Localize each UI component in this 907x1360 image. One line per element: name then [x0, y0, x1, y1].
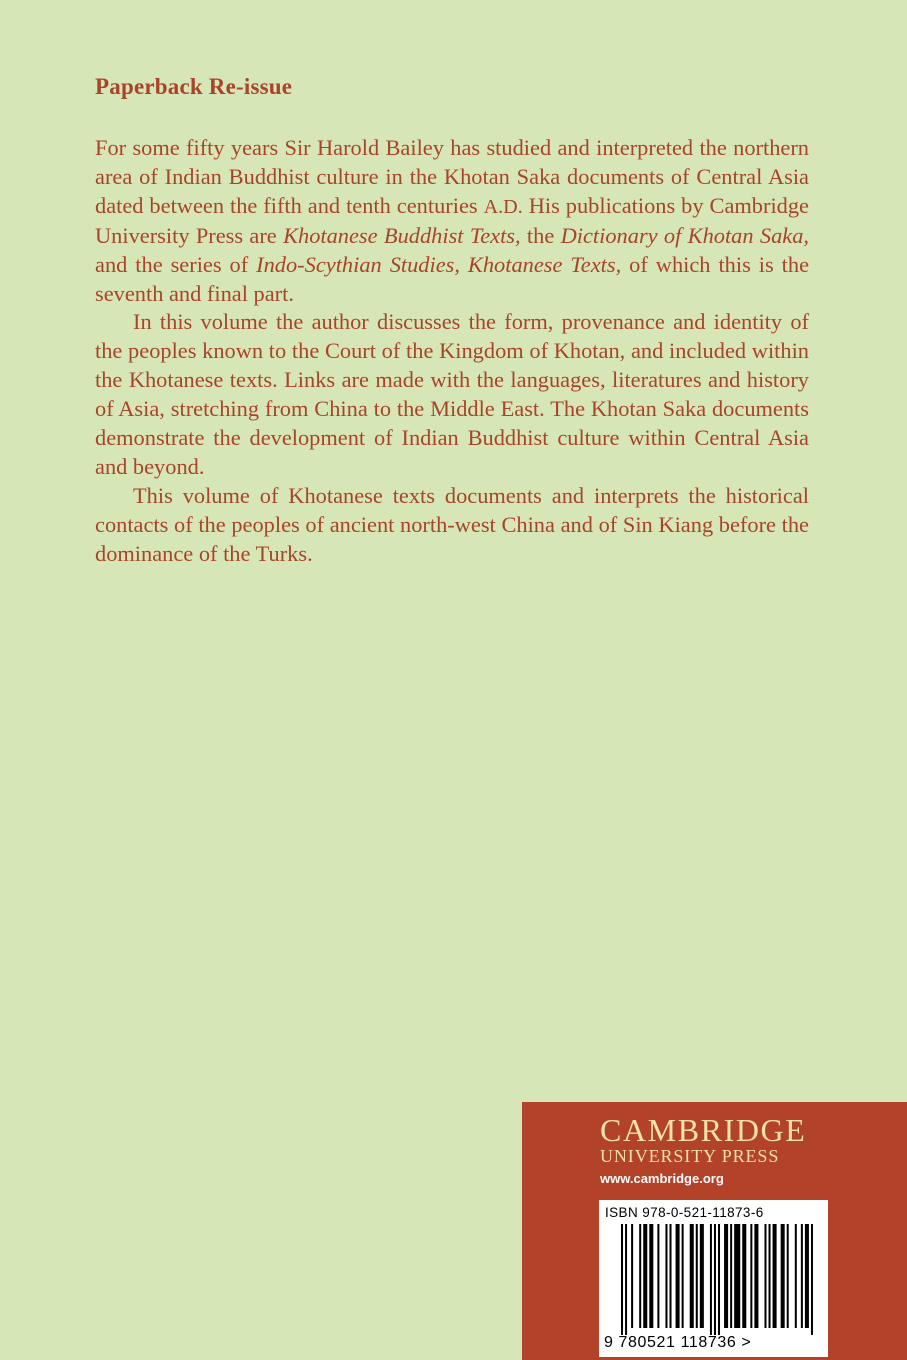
- publisher-logo-subtitle: UNIVERSITY PRESS: [600, 1146, 780, 1166]
- blurb-text: the: [520, 222, 561, 248]
- isbn-label: ISBN 978-0-521-11873-6: [605, 1205, 764, 1220]
- back-cover-blurb: [95, 134, 809, 569]
- blurb-paragraph-3: This volume of Khotanese texts documents and interprets the historical contacts of the peoples of ancient north-west China and of Sin Kiang before the dominance of the Turks.: [95, 482, 809, 566]
- blurb-text: and the series of: [95, 251, 257, 277]
- blurb-text: For some fifty years Sir Harold Bailey has studied and interpreted the northern area of Indian Buddhist culture in the Khotan Saka documents of Central Asia dated between the fifth and tenth centuries: [95, 135, 809, 218]
- series-title: Indo-Scythian Studies, Khotanese Texts,: [256, 251, 622, 277]
- blurb-text: of which this is the seventh and final part.: [95, 251, 810, 306]
- publisher-logo-name: CAMBRIDGE: [600, 1112, 807, 1148]
- publisher-url: www.cambridge.org: [600, 1171, 724, 1186]
- barcode-panel: [599, 1200, 828, 1357]
- book-title: Dictionary of Khotan Saka,: [560, 222, 809, 248]
- barcode-icon: [621, 1224, 815, 1335]
- barcode-digits: 9 780521 118736 >: [604, 1334, 752, 1351]
- section-heading: Paperback Re-issue: [95, 74, 293, 99]
- blurb-text: His publications by Cambridge University Press are: [95, 192, 809, 248]
- era-abbreviation: A.D.: [483, 195, 523, 218]
- blurb-paragraph-2: In this volume the author discusses the form, provenance and identity of the peoples known to the Court of the Kingdom of Khotan, and included within the Khotanese texts. Links are made with the languages, literatures and history of Asia, stretching from China to the Middle East. The Khotan Saka documents demonstrate the development of Indian Buddhist culture within Central Asia and beyond.: [95, 309, 809, 479]
- publisher-block: [522, 1102, 907, 1360]
- blurb-paragraph-1: [95, 134, 809, 308]
- book-title: Khotanese Buddhist Texts,: [283, 222, 521, 248]
